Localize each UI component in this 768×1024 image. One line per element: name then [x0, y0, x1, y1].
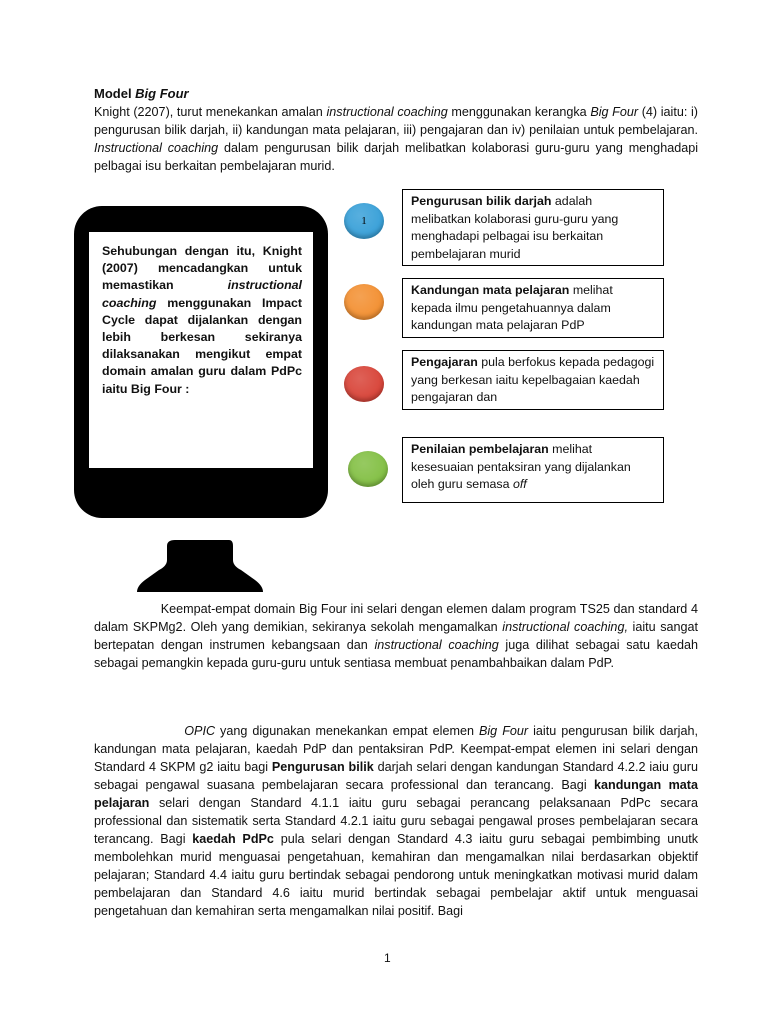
paragraph-two: Keempat-empat domain Big Four ini selari dengan elemen dalam program TS25 dan standard 4 dalam SKPMg2. Oleh yang demikian, sekiranya sekolah mengamalkan instructional coaching, iaitu sangat bertepatan dengan instrumen kebangsaan dan instructional coaching juga dilihat sebagai satu kaedah sebagai pemangkin kepada guru-guru untuk sentiasa membuat penambahbaikan dalam PdP.: [94, 602, 699, 670]
intro-paragraph: Knight (2207), turut menekankan amalan instructional coaching menggunakan kerangka Big Four (4) iaitu: i) pengurusan bilik darjah, ii) kandungan mata pelajaran, iii) pengajaran dan iv) penilaian untuk pembelajaran. Instructional coaching dalam pengurusan bilik darjah melibatkan kolaborasi guru-guru yang menghadapi pelbagai isu berkaitan pembelajaran murid.: [94, 105, 699, 173]
step-dot-4: [348, 451, 388, 487]
step-dot-2: [344, 284, 384, 320]
step-dot-1: [344, 203, 384, 239]
domain-box-assessment: Penilaian pembelajaran melihat kesesuaian pentaksiran yang dijalankan oleh guru semasa off: [402, 437, 664, 503]
section-heading: Model Big Four: [94, 86, 189, 101]
domain-box-subject-content: Kandungan mata pelajaran melihat kepada ilmu pengetahuannya dalam kandungan mata pelajaran PdP: [402, 278, 664, 338]
monitor-stand: [137, 540, 263, 592]
monitor-screen-text: Sehubungan dengan itu, Knight (2007) mencadangkan untuk memastikan instructional coaching menggunakan Impact Cycle dapat dijalankan dengan lebih berkesan sekiranya dilaksanakan mengikut empat domain amalan guru dalam PdPc iaitu Big Four :: [102, 244, 302, 396]
page-number: 1: [384, 951, 391, 965]
paragraph-three: OPIC yang digunakan menekankan empat elemen Big Four iaitu pengurusan bilik darjah, kandungan mata pelajaran, kaedah PdP dan pentaksiran PdP. Keempat-empat elemen ini selari dengan Standard 4 SKPM g2 iaitu bagi Pengurusan bilik darjah selari dengan kandungan Standard 4.2.2 iaiu guru sebagai pengawal suasana pembelajaran secara professional dan terancang. Bagi kandungan mata pelajaran selari dengan Standard 4.1.1 iaitu guru sebagai perancang pelaksanaan PdPc secara professional dan sistematik serta Standard 4.2.1 iaitu guru sebagai pengawal proses pembelajaran secara terancang. Bagi kaedah PdPc pula selari dengan Standard 4.3 iaitu guru sebagai pembimbing unutk membolehkan murid menguasai pengetahuan, kemahiran dan mengamalkan nilai berdasarkan objektif pelajaran; Standard 4.4 iaitu guru bertindak sebagai pendorong untuk meningkatkan motivasi murid dalam pembelajaran dan Standard 4.6 iaitu murid bertindak sebagai pembelajar aktif untuk menguasai pengetahuan dan kemahiran serta mengamalkan nilai positif. Bagi: [94, 724, 699, 918]
domain-box-classroom-management: Pengurusan bilik darjah adalah melibatkan kolaborasi guru-guru yang menghadapi pelbagai isu berkaitan pembelajaran murid: [402, 189, 664, 266]
step-dot-label: 1: [361, 215, 367, 227]
step-dot-3: [344, 366, 384, 402]
domain-box-teaching: Pengajaran pula berfokus kepada pedagogi yang berkesan iaitu kepelbagaian kaedah pengajaran dan: [402, 350, 664, 410]
